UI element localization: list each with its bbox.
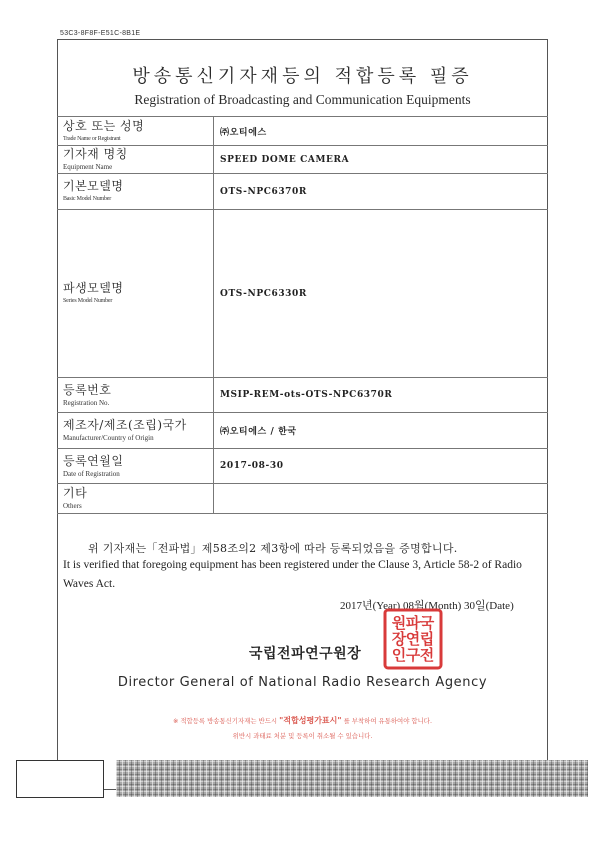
notice-text: ※ 적합등록 방송통신기자재는 반드시 <box>173 717 278 725</box>
notice-emphasis: "적합성평가표시" <box>279 716 342 725</box>
table-row <box>57 413 548 449</box>
field-value-basic-model: OTS-NPC6370R <box>214 174 549 210</box>
table-row <box>57 117 548 146</box>
svg-text:전: 전 <box>419 646 435 664</box>
svg-text:국: 국 <box>419 614 435 632</box>
table-row <box>57 210 548 378</box>
svg-text:원: 원 <box>391 614 407 632</box>
registration-table <box>57 116 548 514</box>
field-label-ko: 파생모델명 <box>63 281 124 295</box>
field-label-manufacturer <box>57 413 214 449</box>
notice-line-1 <box>57 715 548 726</box>
barcode-strip <box>116 760 588 797</box>
field-label-basic-model <box>57 174 214 210</box>
table-row <box>57 449 548 484</box>
field-label-en: Series Model Number <box>63 298 113 304</box>
certification-statement-en: It is verified that foregoing equipment has been registered under the Clause 3, Article 58-2 of Radio Waves Act. <box>63 559 522 590</box>
issue-date: 2017년(Year) 08월(Month) 30일(Date) <box>340 600 514 612</box>
field-label-others <box>57 484 214 514</box>
document-id: 53C3-8F8F-E51C-8B1E <box>60 30 141 37</box>
official-seal-icon <box>383 608 443 670</box>
field-label-trade-name <box>57 117 214 146</box>
title-korean: 방송통신기자재등의 적합등록 필증 <box>132 66 473 87</box>
field-label-ko: 등록번호 <box>63 382 112 397</box>
field-label-en: Registration No. <box>63 398 110 407</box>
field-label-ko: 기타 <box>63 486 88 500</box>
title-english: Registration of Broadcasting and Communication Equipments <box>134 92 471 107</box>
field-value-others <box>214 484 549 514</box>
field-value-trade-name: ㈜오티에스 <box>214 117 549 146</box>
field-label-en: Basic Model Number <box>63 196 112 202</box>
certification-statement-ko: 위 기자재는「전파법」제58조의2 제3항에 따라 등록되었음을 증명합니다. <box>88 542 458 555</box>
issuer-title-ko: 국립전파연구원장 <box>249 646 362 662</box>
field-value-equipment-name: SPEED DOME CAMERA <box>214 146 549 174</box>
notice-text: 를 부착하여 유통하여야 합니다. <box>343 717 432 725</box>
svg-text:장: 장 <box>391 630 407 648</box>
svg-text:인: 인 <box>391 646 407 664</box>
field-label-ko: 기본모델명 <box>63 179 124 193</box>
field-label-registration-date <box>57 449 214 484</box>
table-row <box>57 174 548 210</box>
field-value-registration-date: 2017-08-30 <box>214 449 549 484</box>
field-label-ko: 상호 또는 성명 <box>63 118 145 133</box>
issuer-title-en: Director General of National Radio Research Agency <box>117 675 488 690</box>
field-label-series-model <box>57 210 214 378</box>
field-label-equipment-name <box>57 146 214 174</box>
table-row <box>57 378 548 413</box>
field-label-en: Equipment Name <box>63 163 113 171</box>
svg-text:구: 구 <box>405 646 421 664</box>
field-label-en: Date of Registration <box>63 469 120 478</box>
field-value-registration-no: MSIP-REM-ots-OTS-NPC6370R <box>214 378 549 413</box>
field-label-registration-no <box>57 378 214 413</box>
field-label-ko: 기자재 명칭 <box>63 147 128 161</box>
field-value-series-model: OTS-NPC6330R <box>214 210 549 378</box>
table-row <box>57 484 548 514</box>
svg-text:파: 파 <box>405 614 421 632</box>
field-label-ko: 등록연월일 <box>63 453 124 468</box>
field-value-manufacturer: ㈜오티에스 / 한국 <box>214 413 549 449</box>
field-label-en: Manufacturer/Country of Origin <box>63 434 154 442</box>
svg-text:립: 립 <box>419 630 435 648</box>
field-label-en: Others <box>63 502 82 510</box>
field-label-en: Trade Name or Registrant <box>63 135 121 142</box>
svg-text:연: 연 <box>405 630 421 648</box>
notice-line-2: 위반시 과태료 처분 및 등록이 취소될 수 있습니다. <box>232 732 373 740</box>
table-row <box>57 146 548 174</box>
label-box <box>16 760 104 798</box>
field-label-ko: 제조자/제조(조립)국가 <box>63 418 187 432</box>
